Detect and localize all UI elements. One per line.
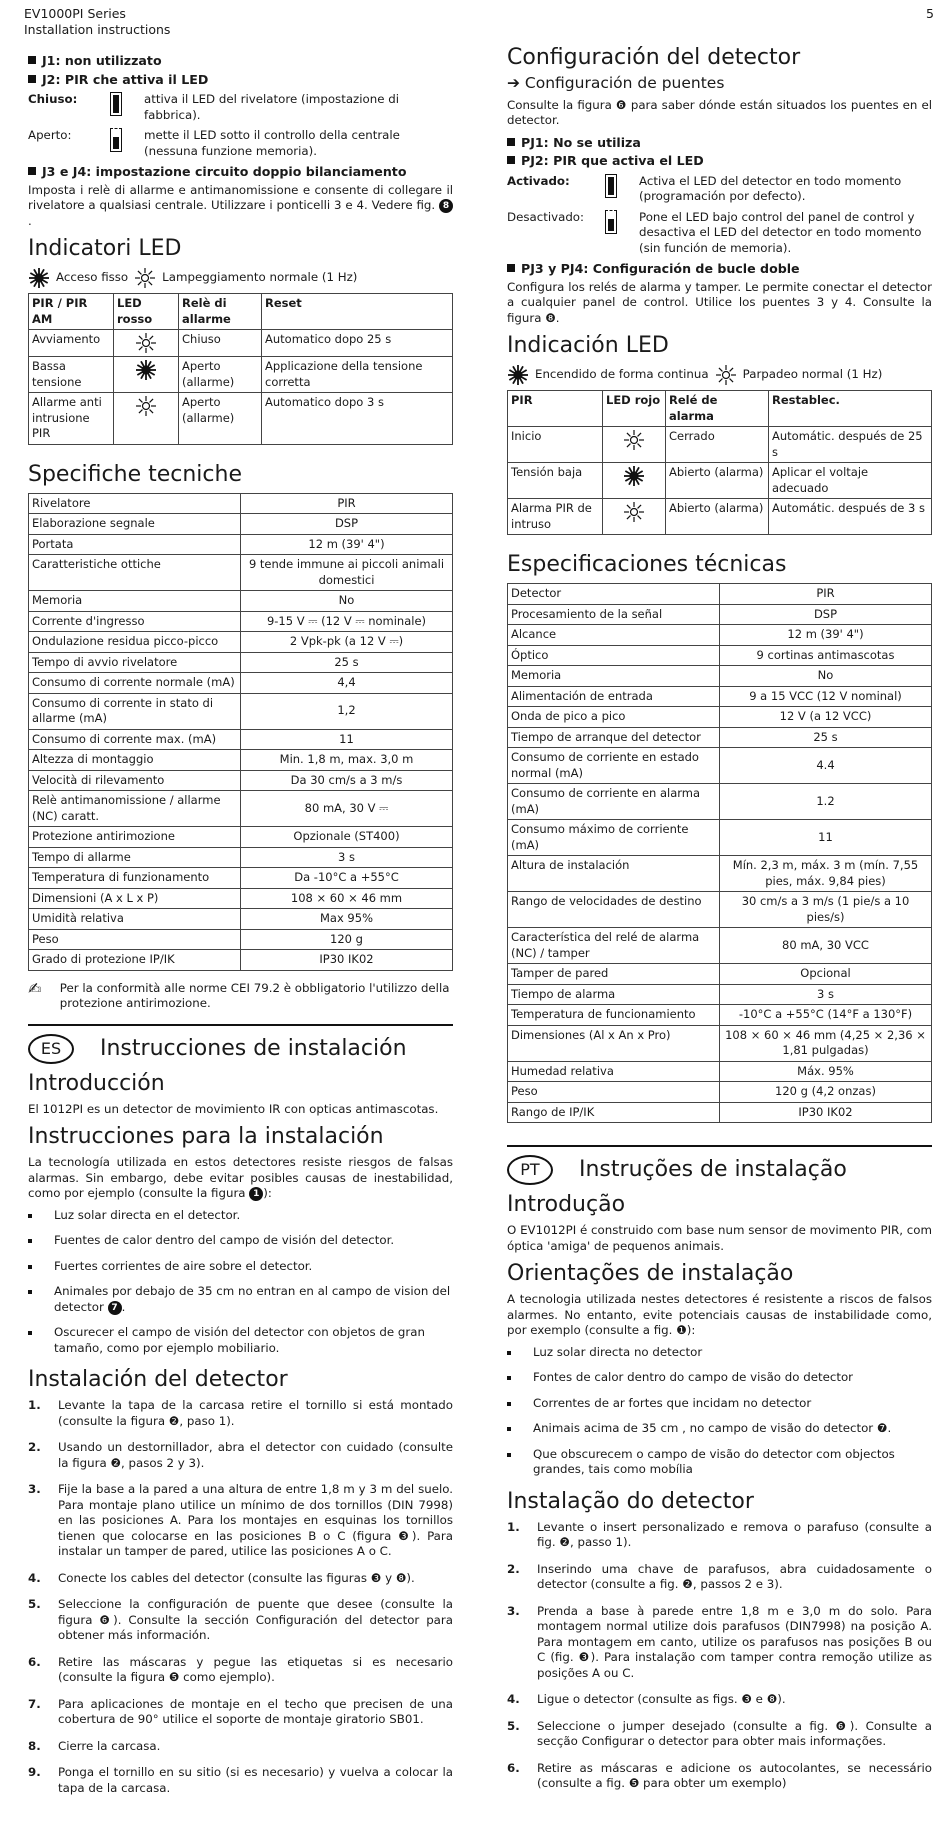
pj1-heading: PJ1: No se utiliza [507,135,932,151]
legend-fixed-label: Encendido de forma continua [535,367,709,382]
intro-title: Introducción [28,1070,165,1096]
step-number: 4. [507,1692,520,1706]
language-badge: ES [28,1034,74,1064]
table-row [29,514,453,535]
table-row [508,1102,932,1123]
list-item [28,1654,453,1686]
spec-table [28,493,453,971]
table-row [29,770,453,791]
note [28,978,453,1012]
table-row: Inicio Cerrado Automátic. después de 25 s [508,427,932,463]
step-number: 5. [28,1597,41,1611]
orient-text: A tecnologia utilizada nestes detectores é resistente a riscos de falsos alarmes. No entanto, evite potenciais causas de instabilidade como, por exemplo (consulte a fig. ❶): [507,1292,932,1337]
spec-title: Specifiche tecniche [28,461,242,487]
spec-value: 9 tende immune ai piccoli animali domestici [241,555,453,591]
jumper-open-icon [110,128,122,152]
step-number: 1. [28,1398,41,1412]
page-number: 5 [926,6,934,21]
step-text: Prenda a base à parede entre 1,8 m e 3,0 m do solo. Para montagem normal utilize dois parafusos (DIN7998) na posição A. Para montagem em canto, utilize os parafusos nas posições B ou C (fig. ❸). Para instalação com tamper contra remoção utilize as posições A ou C. [537,1603,932,1680]
spec-label: Rango de IP/IK [508,1102,720,1123]
col-header: LED rosso [114,294,179,330]
spec-value: No [720,666,932,687]
table-row [29,632,453,653]
list-item: Oscurecer el campo de visión del detector con objetos de gran tamaño, como por ejemplo mobiliario. [54,1325,453,1356]
series-name: EV1000PI Series [24,6,126,21]
table-row [29,611,453,632]
spec-label: Rivelatore [29,493,241,514]
spec-label: Velocità di rilevamento [29,770,241,791]
list-item: Fontes de calor dentro do campo de visão do detector [533,1370,932,1386]
spec-label: Característica del relé de alarma (NC) / tamper [508,928,720,964]
step-number: 6. [507,1760,520,1775]
table-row [508,1061,932,1082]
spec-value: 3 s [241,847,453,868]
spec-value: 25 s [241,652,453,673]
step-text: Fije la base a la pared a una altura de entre 1,8 m y 3 m del suelo. Para montaje plano utilice un mínimo de dos tornillos (DIN 7998) en las posiciones A. Para los montajes en esquinas los tornillos tienen que colocarse en las posiciones B o C (figura ❸). Para instalar un tamper de pared, utilice las posiciones A o C. [58,1482,453,1558]
spec-label: Tiempo de alarma [508,984,720,1005]
led-blink-icon [623,429,645,451]
legend-blink-label: Parpadeo normal (1 Hz) [742,367,883,382]
jumper-open-icon [605,210,617,234]
table-row [29,929,453,950]
step-number: 3. [507,1603,520,1618]
spec-value: 11 [241,729,453,750]
list-item [507,1718,932,1750]
spec-value: No [241,591,453,612]
spec-value: 4.4 [720,748,932,784]
led-table [507,390,932,535]
table-row [29,909,453,930]
table-row: Alarma PIR de intruso Abierto (alarma) Automátic. después de 3 s [508,499,932,535]
config-subtitle: ➔ Configuración de puentes [507,74,725,92]
language-badge: PT [507,1155,553,1185]
spec-label: Consumo de corriente en alarma (mA) [508,784,720,820]
spec-label: Humedad relativa [508,1061,720,1082]
inst-title: Instrucciones para la instalación [28,1124,384,1149]
spec-label: Consumo di corrente max. (mA) [29,729,241,750]
orient-title: Orientações de instalação [507,1261,794,1286]
table-row: Bassa tensione Aperto (allarme) Applicazione della tensione corretta [29,357,453,393]
intro-text: O EV1012PI é construido com base num sensor de movimento PIR, com óptica 'amiga' de pequenos animais. [507,1223,932,1253]
spec-label: Consumo máximo de corriente (mA) [508,820,720,856]
table-row [29,847,453,868]
pencil-note-icon: ✍ [28,978,42,998]
spec-label: Tiempo de arranque del detector [508,727,720,748]
table-row [508,1082,932,1103]
step-text: Levante o insert personalizado e remova o parafuso (consulte a fig. ❷, passo 1). [537,1519,932,1549]
step-number: 9. [28,1765,41,1779]
spec-value: 12 m (39' 4") [241,534,453,555]
table-row [29,555,453,591]
spec-label: Consumo di corrente normale (mA) [29,673,241,694]
jumper-desc: Pone el LED bajo control del panel de control y desactiva el LED del detector en todo momento (sin función de memoria). [639,209,922,255]
led-blink-icon [135,395,157,417]
config-text: Consulte la figura ❻ para saber dónde están situados los puentes en el detector. [507,97,932,127]
step-text: Ligue o detector (consulte as figs. ❸ e ❽). [537,1692,786,1706]
table-row [29,791,453,827]
led-fixed-icon [135,359,157,381]
table-row [29,493,453,514]
figure-ref-icon: 7 [108,1301,122,1315]
led-title: Indicatori LED [28,236,182,261]
spec-label: Onda de pico a pico [508,707,720,728]
spec-label: Altezza di montaggio [29,750,241,771]
step-text: Conecte los cables del detector (consulte las figuras ❸ y ❽). [58,1570,415,1585]
table-row: Avviamento Chiuso Automatico dopo 25 s [29,330,453,357]
table-row [508,1025,932,1061]
jumper-desc: Activa el LED del detector en todo momento (programación por defecto). [639,173,902,203]
jumper-desc: mette il LED sotto il controllo della centrale (nessuna funzione memoria). [144,128,400,158]
table-row [29,827,453,848]
spec-label: Detector [508,584,720,605]
j2-heading: J2: PIR che attiva il LED [28,72,453,88]
list-item: Fuentes de calor dentro del campo de visión del detector. [54,1233,453,1249]
table-row: Tensión baja Abierto (alarma) Aplicar el voltaje adecuado [508,463,932,499]
spec-value: 108 × 60 × 46 mm (4,25 × 2,36 × 1,81 pulgadas) [720,1025,932,1061]
spec-value: 80 mA, 30 V ⎓ [241,791,453,827]
table-row [29,652,453,673]
led-fixed-icon [623,465,645,487]
spec-value: 30 cm/s a 3 m/s (1 pie/s a 10 pies/s) [720,892,932,928]
j1-heading: J1: non utilizzato [28,53,453,69]
spec-label: Altura de instalación [508,856,720,892]
spec-value: Mín. 2,3 m, máx. 3 m (mín. 7,55 pies, máx. 9,84 pies) [720,856,932,892]
spec-value: 12 m (39' 4") [720,625,932,646]
spec-label: Tempo di avvio rivelatore [29,652,241,673]
spec-value: 9-15 V ⎓ (12 V ⎓ nominale) [241,611,453,632]
table-row [29,888,453,909]
steps-list [28,1398,453,1796]
es-section-header [28,1024,453,1064]
step-number: 1. [507,1519,520,1534]
step-number: 2. [507,1561,520,1576]
pj2-heading: PJ2: PIR que activa el LED [507,153,932,169]
spec-label: Corrente d'ingresso [29,611,241,632]
list-item: Luz solar directa en el detector. [54,1208,453,1224]
step-text: Para aplicaciones de montaje en el techo que precisen de una cobertura de 90° utilice el soporte de montaje giratorio SB01. [58,1696,453,1726]
list-item: Luz solar directa no detector [533,1345,932,1361]
led-title: Indicación LED [507,333,669,358]
spec-label: Tamper de pared [508,964,720,985]
spec-value: Max 95% [241,909,453,930]
pj34-text: Configura los relés de alarma y tamper. Le permite conectar el detector a cualquier panel de control. Utilice los puentes 3 y 4. Consulte la figura ❽. [507,279,932,325]
list-item [28,1738,453,1755]
list-item [28,1597,453,1644]
list-item: Correntes de ar fortes que incidam no detector [533,1396,932,1412]
jumper-label: Desactivado: [507,209,584,224]
legend-blink-label: Lampeggiamento normale (1 Hz) [162,270,358,285]
spec-value: 4,4 [241,673,453,694]
spec-label: Óptico [508,645,720,666]
step-text: Retire as máscaras e adicione os autocolantes, se necessário (consulte a fig. ❺ para obter um exemplo) [537,1760,932,1790]
spec-value: Opzionale (ST400) [241,827,453,848]
table-row [29,534,453,555]
list-item [28,1570,453,1587]
spec-value: 9 a 15 VCC (12 V nominal) [720,686,932,707]
spec-label: Dimensiones (Al x An x Pro) [508,1025,720,1061]
spec-value: 120 g (4,2 onzas) [720,1082,932,1103]
spec-value: Da -10°C a +55°C [241,868,453,889]
col-header: Relè di allarme [179,294,262,330]
inst-bullets [28,1208,453,1357]
step-number: 6. [28,1654,41,1669]
spec-value: PIR [241,493,453,514]
detector-title: Instalación del detector [28,1367,288,1392]
list-item [28,1765,453,1796]
figure-ref-icon: 1 [249,1187,263,1201]
spec-value: 1.2 [720,784,932,820]
step-text: Retire las máscaras y pegue las etiquetas si es necesario (consulte la figura ❺ como ejemplo). [58,1654,453,1684]
list-item: Animais acima de 35 cm , no campo de visão do detector ❼. [533,1421,932,1437]
note-text: Per la conformità alle norme CEI 79.2 è obbligatorio l'utilizzo della protezione antirimozione. [59,980,450,1010]
jumper-row-closed [28,92,453,123]
table-row [508,604,932,625]
table-row [508,1005,932,1026]
spec-label: Protezione antirimozione [29,827,241,848]
table-row [29,673,453,694]
table-row [508,892,932,928]
spec-value: 2 Vpk-pk (a 12 V ⎓) [241,632,453,653]
spec-value: DSP [720,604,932,625]
col-header: Restablec. [769,391,932,427]
step-number: 8. [28,1738,41,1753]
intro-title: Introdução [507,1192,626,1217]
table-row [29,591,453,612]
spec-value: 11 [720,820,932,856]
spec-label: Ondulazione residua picco-picco [29,632,241,653]
pt-section-header [507,1145,932,1185]
list-item [28,1398,453,1429]
table-row [508,784,932,820]
table-row [508,964,932,985]
spec-label: Alcance [508,625,720,646]
table-row [508,748,932,784]
step-text: Levante la tapa de la carcasa retire el tornillo si está montado (consulte la figura ❷, paso 1). [58,1398,453,1428]
step-number: 2. [28,1440,41,1454]
step-text: Seleccione la configuración de puente que desee (consulte la figura ❻). Consulte la sección Configuración del detector para obtener más información. [58,1597,453,1642]
spec-label: Peso [29,929,241,950]
jumper-row-open [28,128,453,159]
spec-value: IP30 IK02 [241,950,453,971]
spec-label: Grado di protezione IP/IK [29,950,241,971]
j34-text: Imposta i relè di allarme e antimanomissione e consente di collegare il rivelatore a qualsiasi centrale. Utilizzare i ponticelli 3 e 4. Vedere fig. 8. [28,182,453,228]
spec-value: 1,2 [241,693,453,729]
list-item [28,1482,453,1560]
spec-value: 12 V (a 12 VCC) [720,707,932,728]
table-row [29,868,453,889]
list-item: Que obscurecem o campo de visão do detector com objectos grandes, tais como mobília [533,1447,932,1478]
list-item: Animales por debajo de 35 cm no entran en al campo de vision del detector 7 . [54,1284,453,1315]
led-table [28,293,453,445]
spec-value: 120 g [241,929,453,950]
doc-name: Installation instructions [24,22,171,37]
pj34-heading: PJ3 y PJ4: Configuración de bucle doble [507,261,932,277]
list-item [507,1692,932,1708]
list-item: Fuertes corrientes de aire sobre el detector. [54,1259,453,1275]
led-legend [507,364,932,386]
spec-label: Alimentación de entrada [508,686,720,707]
spec-label: Peso [508,1082,720,1103]
table-row [29,950,453,971]
col-header: Reset [262,294,453,330]
j34-heading: J3 e J4: impostazione circuito doppio bilanciamento [28,164,453,180]
spec-label: Consumo de corriente en estado normal (mA) [508,748,720,784]
spec-value: 108 × 60 × 46 mm [241,888,453,909]
spec-label: Portata [29,534,241,555]
led-blink-icon [135,332,157,354]
col-header: Relé de alarma [666,391,769,427]
spec-label: Consumo di corrente in stato di allarme (mA) [29,693,241,729]
figure-ref-icon: 8 [439,199,453,213]
spec-value: 3 s [720,984,932,1005]
led-blink-icon [134,267,156,289]
left-column [28,50,453,1807]
list-item [507,1561,932,1593]
table-row [508,625,932,646]
step-text: Inserindo uma chave de parafusos, abra cuidadosamente o detector (consulte a fig. ❷, passos 2 e 3). [537,1561,932,1591]
jumper-closed-icon [605,174,617,198]
spec-label: Elaborazione segnale [29,514,241,535]
jumper-row-open [507,210,932,257]
table-row [508,666,932,687]
led-legend [28,267,453,289]
list-item [28,1696,453,1728]
spec-value: IP30 IK02 [720,1102,932,1123]
section-title: Instrucciones de instalación [100,1035,407,1061]
spec-table [507,583,932,1123]
step-number: 3. [28,1482,41,1496]
spec-label: Temperatura de funcionamiento [508,1005,720,1026]
spec-label: Memoria [29,591,241,612]
orient-bullets [507,1345,932,1478]
list-item [507,1519,932,1551]
right-column [507,45,932,1803]
detector-title: Instalação do detector [507,1488,754,1514]
page-header [24,6,170,38]
table-row [508,820,932,856]
led-blink-icon [715,364,737,386]
table-row [29,693,453,729]
table-row [508,727,932,748]
spec-label: Dimensioni (A x L x P) [29,888,241,909]
led-blink-icon [623,501,645,523]
spec-value: 25 s [720,727,932,748]
table-row [508,928,932,964]
step-number: 4. [28,1570,41,1585]
table-row [508,645,932,666]
spec-label: Temperatura di funzionamento [29,868,241,889]
spec-value: Máx. 95% [720,1061,932,1082]
spec-label: Umidità relativa [29,909,241,930]
table-row [29,729,453,750]
steps-list [507,1520,932,1792]
led-fixed-icon [507,364,529,386]
col-header: PIR [508,391,603,427]
led-fixed-icon [28,267,50,289]
list-item [507,1760,932,1792]
jumper-label: Chiuso: [28,92,78,106]
step-number: 5. [507,1718,520,1733]
jumper-row-closed [507,174,932,205]
spec-label: Memoria [508,666,720,687]
spec-value: Da 30 cm/s a 3 m/s [241,770,453,791]
spec-value: Min. 1,8 m, max. 3,0 m [241,750,453,771]
col-header: LED rojo [603,391,666,427]
inst-text: La tecnología utilizada en estos detectores resiste riesgos de falsas alarmas. Sin embargo, debe evitar posibles causas de inestabilidad, como por ejemplo (consulte la figura 1 ): [28,1155,453,1200]
spec-label: Caratteristiche ottiche [29,555,241,591]
step-text: Seleccione o jumper desejado (consulte a fig. ❻). Consulte a secção Configurar o detector para obter mais informações. [537,1718,932,1748]
spec-value: -10°C a +55°C (14°F a 130°F) [720,1005,932,1026]
table-row [508,856,932,892]
legend-fixed-label: Acceso fisso [56,270,129,285]
table-row [508,686,932,707]
table-row [508,984,932,1005]
spec-value: 9 cortinas antimascotas [720,645,932,666]
jumper-closed-icon [110,92,122,116]
step-number: 7. [28,1696,41,1711]
spec-title: Especificaciones técnicas [507,552,787,577]
table-row [29,750,453,771]
spec-value: DSP [241,514,453,535]
step-text: Usando un destornillador, abra el detector con cuidado (consulte la figura ❷, pasos 2 y 3). [58,1440,453,1470]
spec-label: Tempo di allarme [29,847,241,868]
list-item [28,1440,453,1471]
table-row [508,707,932,728]
list-item [507,1603,932,1682]
step-text: Cierre la carcasa. [58,1738,161,1753]
spec-label: Relè antimanomissione / allarme (NC) caratt. [29,791,241,827]
spec-value: PIR [720,584,932,605]
intro-text: El 1012PI es un detector de movimiento IR con opticas antimascotas. [28,1101,439,1116]
spec-value: 80 mA, 30 VCC [720,928,932,964]
spec-label: Procesamiento de la señal [508,604,720,625]
table-row [508,584,932,605]
col-header: PIR / PIR AM [29,294,114,330]
spec-label: Rango de velocidades de destino [508,892,720,928]
config-title: Configuración del detector [507,45,801,70]
section-title: Instruções de instalação [579,1157,847,1183]
jumper-desc: attiva il LED del rivelatore (impostazione di fabbrica). [144,92,399,122]
jumper-label: Activado: [507,173,570,188]
jumper-label: Aperto: [28,128,72,142]
spec-value: Opcional [720,964,932,985]
step-text: Ponga el tornillo en su sitio (si es necesario) y vuelva a colocar la tapa de la carcasa. [58,1765,453,1795]
table-row: Allarme anti intrusione PIR Aperto (allarme) Automatico dopo 3 s [29,393,453,445]
